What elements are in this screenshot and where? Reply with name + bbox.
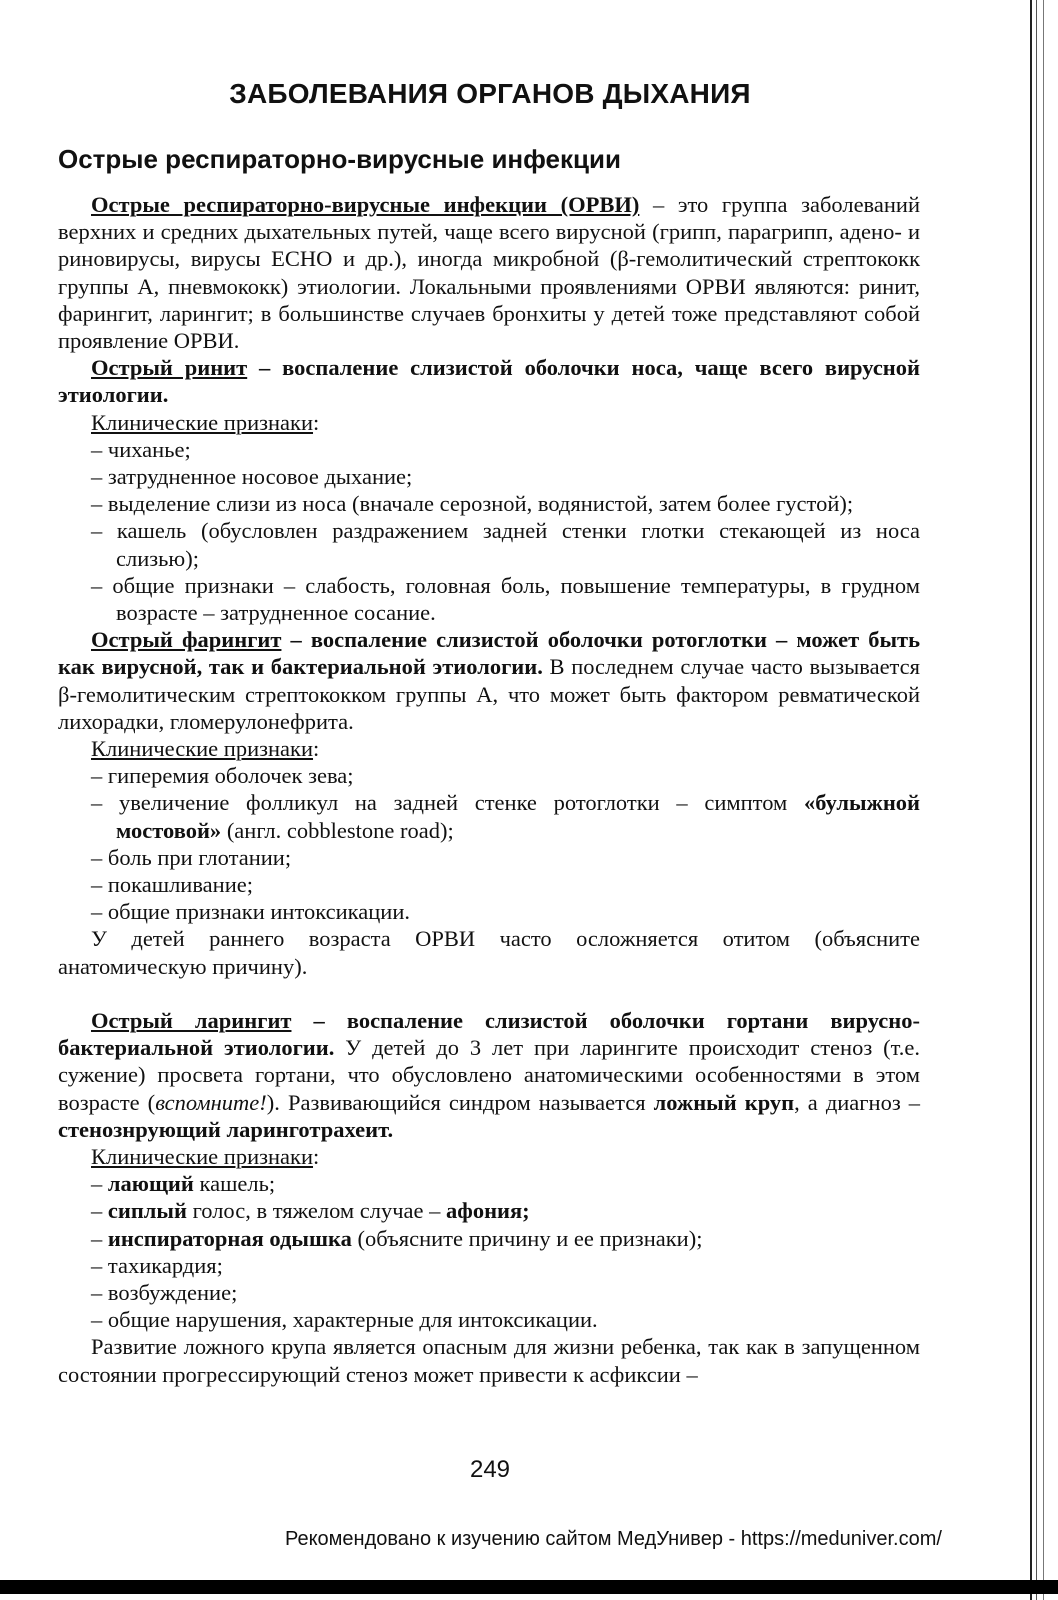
paragraph-gap <box>58 980 920 1007</box>
pharyngitis-definition: – воспаление слизистой оболочки ротоглотки – может быть как вирусной, так и бактериальной этиологии. <box>58 627 920 680</box>
list-item: – общие признаки – слабость, головная боль, повышение температуры, в грудном возрасте – затрудненное сосание. <box>91 572 920 626</box>
laryngitis-definition: – воспаление слизистой оболочки гортани вирусно-бактериальной этиологии. <box>58 1007 920 1061</box>
list-item: – увеличение фолликул на задней стенке ротоглотки – симптом «булыжной мостовой» (англ. cobblestone road); <box>91 790 920 843</box>
rhinitis-signs-label: Клинические признаки: <box>91 409 320 435</box>
rhinitis-definition: – воспаление слизистой оболочки носа, чаще всего вирусной этиологии. <box>58 355 920 408</box>
laryngitis-signs-label: Клинические признаки: <box>91 1143 320 1169</box>
footer-note: Рекомендовано к изучению сайтом МедУнивер - https://meduniver.com/ <box>285 1528 942 1550</box>
pharyngitis-term: Острый фарингит <box>91 627 282 653</box>
pharyngitis-signs-label: Клинические признаки: <box>91 736 320 762</box>
orvi-paragraph <box>58 191 920 354</box>
list-item: – общие нарушения, характерные для интоксикации. <box>91 1307 598 1333</box>
croup-paragraph: Развитие ложного крупа является опасным для жизни ребенка, так как в запущенном состоянии прогрессирующий стеноз может привести к асфиксии – <box>58 1334 920 1387</box>
list-item: – покашливание; <box>91 872 253 898</box>
laryngitis-term: Острый ларингит <box>91 1007 292 1033</box>
rhinitis-term: Острый ринит <box>91 355 248 381</box>
section-title: Острые респираторно-вирусные инфекции <box>58 144 621 174</box>
orvi-term: Острые респираторно-вирусные инфекции (ОРВИ) <box>91 192 640 217</box>
page-number: 249 <box>469 1456 511 1483</box>
rhinitis-paragraph <box>58 354 920 408</box>
list-item: – боль при глотании; <box>91 844 292 870</box>
list-item: – кашель (обусловлен раздражением задней стенки глотки стекающей из носа слизью); <box>91 518 920 571</box>
list-item: – выделение слизи из носа (вначале серозной, водянистой, затем более густой); <box>91 491 854 517</box>
list-item: – чиханье; <box>91 436 191 462</box>
list-item: – общие признаки интоксикации. <box>91 899 410 925</box>
orvi-definition: – это группа заболеваний верхних и средних дыхательных путей, чаще всего вирусной (грипп, парагрипп, адено- и риновирусы, вирусы ЕСНО и др.), иногда микробной (β-гемолитический стрептококк группы А, пневмококк) этиологии. Локальными проявлениями ОРВИ являются: ринит, фарингит, ларингит; в большинстве случаев бронхиты у детей тоже представляют собой проявление ОРВИ. <box>58 192 920 354</box>
scan-edge-line <box>1043 0 1044 1600</box>
page-title: ЗАБОЛЕВАНИЯ ОРГАНОВ ДЫХАНИЯ <box>229 78 751 109</box>
scan-edge-line <box>1030 0 1032 1600</box>
body-text <box>58 191 920 1388</box>
scan-edge-line <box>1036 0 1037 1600</box>
list-item: – гиперемия оболочек зева; <box>91 763 354 789</box>
list-item: – лающий кашель; <box>91 1171 276 1197</box>
laryngitis-paragraph: Острый ларингит – воспаление слизистой оболочки гортани вирусно-бактериальной этиологии. У детей до 3 лет при ларингите происходит стеноз (т.е. сужение) просвета гортани, что обусловлено анатомическими особенностями в этом возрасте (вспомните!). Развивающийся синдром называется ложный круп, а диагноз – стенознрующий ларинготрахеит. <box>58 1007 920 1142</box>
list-item: – инспираторная одышка (объясните причину и ее признаки); <box>91 1225 703 1251</box>
otitis-note: У детей раннего возраста ОРВИ часто осложняется отитом (объясните анатомическую причину). <box>58 926 920 979</box>
pharyngitis-paragraph: Острый фарингит – воспаление слизистой оболочки ротоглотки – может быть как вирусной, так и бактериальной этиологии. В последнем случае часто вызывается β-гемолитическим стрептококком группы А, что может быть фактором ревматической лихорадки, гломерулонефрита. <box>58 627 920 734</box>
list-item: – затрудненное носовое дыхание; <box>91 464 413 490</box>
list-item: – сиплый голос, в тяжелом случае – афония; <box>91 1198 530 1224</box>
scan-bottom-bar <box>0 1580 1058 1594</box>
list-item: – тахикардия; <box>91 1252 223 1278</box>
list-item: – возбуждение; <box>91 1279 238 1305</box>
